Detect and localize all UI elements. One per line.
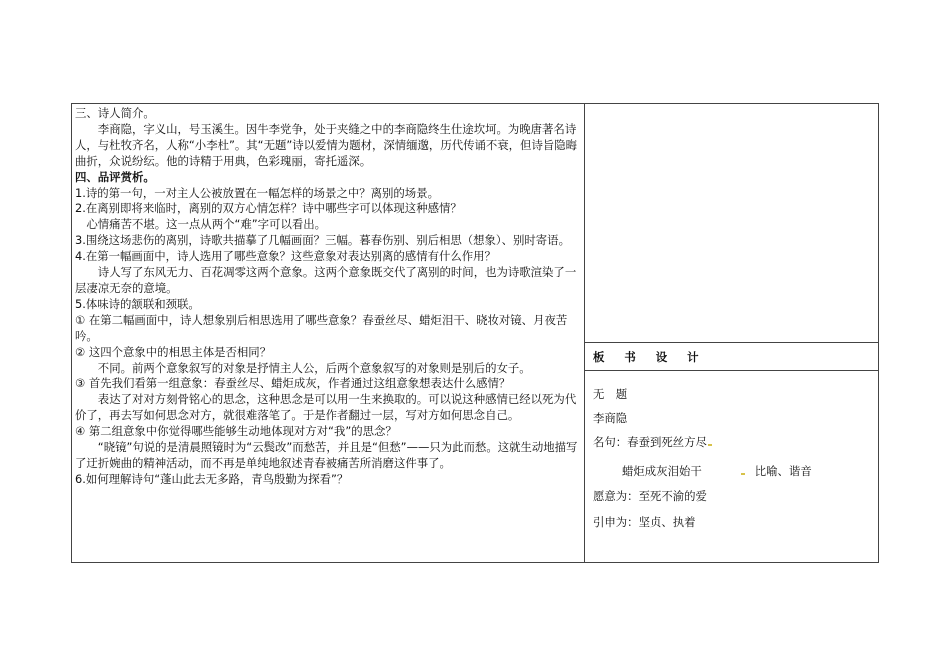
question-6: 6.如何理解诗句“蓬山此去无多路，青鸟殷勤为探看”？	[75, 471, 349, 486]
famous-line-text: 名句：春蚕到死丝方尽	[593, 435, 707, 449]
board-heading: 板 书 设 计	[593, 350, 707, 364]
highlight-mark	[708, 444, 712, 446]
board-famous-line	[593, 434, 712, 450]
rhetoric-text: 比喻、谐音	[754, 464, 812, 478]
answer-2: 心情痛苦不堪。这一点从两个“难”字可以看出。	[86, 217, 327, 232]
sub-answer-3: 表达了对对方刻骨铭心的思念，这种思念是可以用一生来换取的。可以说这种感情已经以死为代价了，再去写如何思念对方，就很难落笔了。于是作者翻过一层，写对方如何思念自己。	[75, 392, 577, 423]
sub-question-2: ② 这四个意象中的相思主体是否相同？	[75, 344, 272, 359]
section-4-heading: 四、品评赏析。	[75, 169, 155, 184]
board-original-meaning: 愿意为：至死不渝的爱	[593, 489, 707, 503]
board-extended-meaning: 引申为：坚贞、执着	[593, 515, 696, 529]
question-3: 3.围绕这场悲伤的离别，诗歌共描摹了几幅画面？三幅。暮春伤别、别后相思（想象）、别时寄语。	[75, 233, 570, 248]
section-3-heading: 三、诗人简介。	[75, 106, 155, 120]
board-divider-bottom	[584, 370, 879, 371]
column-divider	[584, 103, 585, 563]
question-4: 4.在第一幅画面中，诗人选用了哪些意象？这些意象对表达别离的感情有什么作用？	[75, 249, 496, 264]
highlight-mark	[741, 473, 745, 475]
sub-answer-2: 不同。前两个意象叙写的对象是抒情主人公，后两个意象叙写的对象则是别后的女子。	[97, 360, 531, 375]
board-author: 李商隐	[593, 411, 628, 425]
sub-question-4: ④ 第二组意象中你觉得哪些能够生动地体现对方对“我”的思念？	[75, 424, 397, 439]
candle-text: 蜡炬成灰泪始干	[622, 464, 702, 478]
board-candle-line	[622, 463, 812, 479]
lesson-content	[75, 106, 581, 488]
board-title: 无 题	[593, 387, 628, 401]
question-1: 1.诗的第一句，一对主人公被放置在一幅怎样的场景之中？离别的场景。	[75, 185, 439, 200]
sub-question-1: ① 在第二幅画面中，诗人想象别后相思选用了哪些意象？春蚕丝尽、蜡炬泪干、晓妆对镜、月夜苦吟。	[75, 312, 568, 343]
board-divider-top	[584, 342, 879, 343]
sub-question-3: ③ 首先我们看第一组意象：春蚕丝尽、蜡炬成灰，作者通过这组意象想表达什么感情？	[75, 376, 511, 391]
sub-answer-4: “晓镜”句说的是清晨照镜时为“云鬓改”而愁苦，并且是“但愁”——只为此而愁。这就生动地描写了迂折婉曲的精神活动，而不再是单纯地叙述青春被痛苦所消磨这件事了。	[75, 440, 578, 470]
question-2: 2.在离别即将来临时，离别的双方心情怎样？诗中哪些字可以体现这种感情？	[75, 201, 462, 216]
answer-4: 诗人写了东风无力、百花凋零这两个意象。这两个意象既交代了离别的时间，也为诗歌渲染了一层凄凉无奈的意境。	[75, 265, 577, 295]
question-5: 5.体味诗的颔联和颈联。	[75, 296, 200, 311]
poet-intro: 李商隐，字义山，号玉溪生。因牛李党争，处于夹缝之中的李商隐终生仕途坎坷。为晚唐著名诗人，与杜牧齐名，人称“小李杜”。其“无题”诗以爱情为题材，深情缅邈，历代传诵不衰，但诗旨隐晦曲折，众说纷纭。他的诗精于用典，色彩瑰丽，寄托遥深。	[75, 121, 578, 168]
